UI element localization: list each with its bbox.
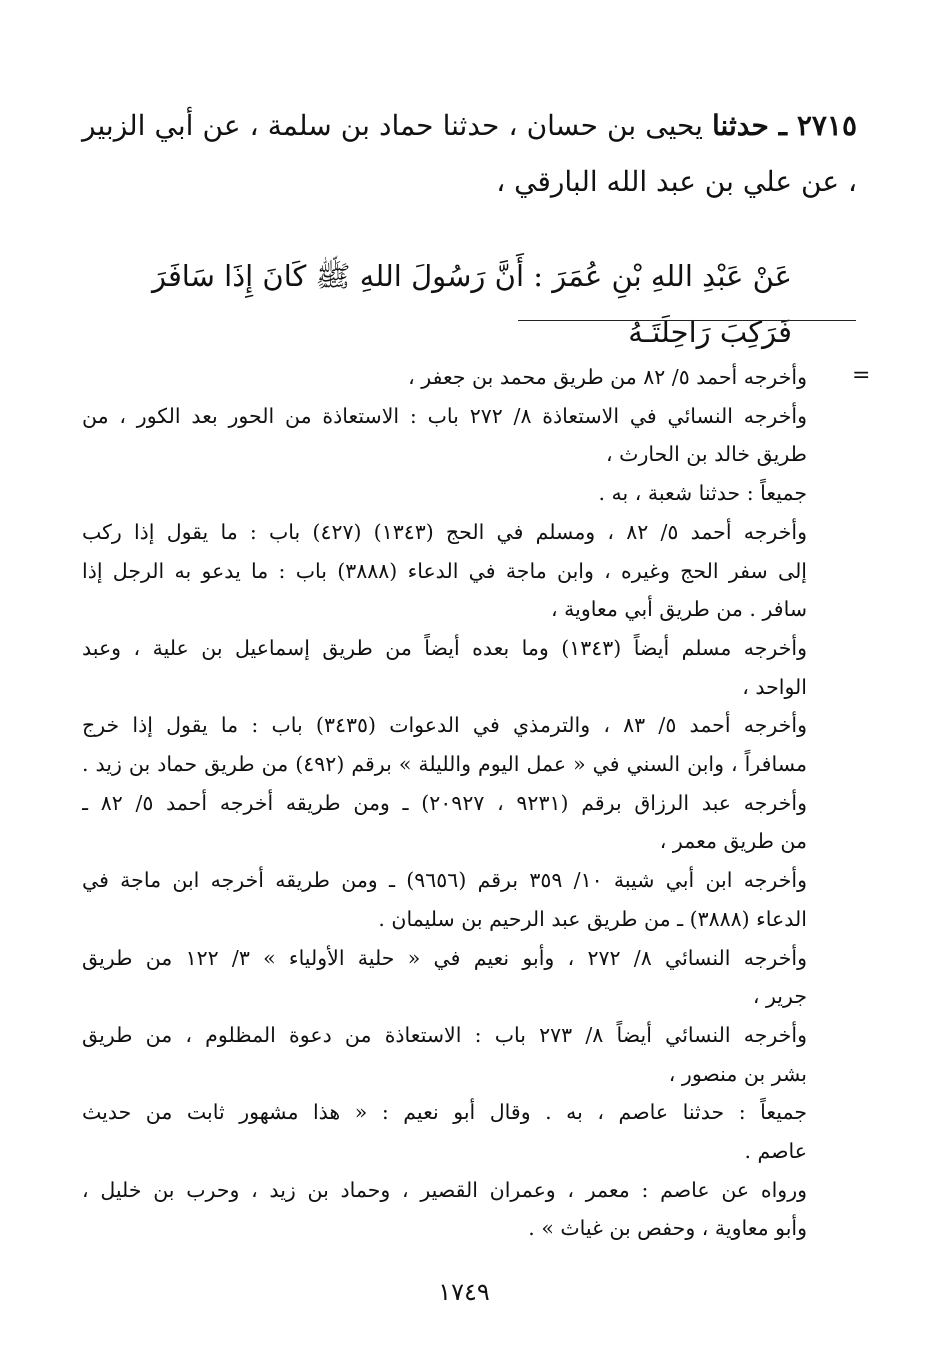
footnote-line: وأخرجه عبد الرزاق برقم (٩٢٣١ ، ٢٠٩٢٧) ـ ومن طريقه أخرجه أحمد ٥/ ٨٢ ـ [82, 790, 807, 815]
footnote-line: وأخرجه أحمد ٥/ ٨٢ ، ومسلم في الحج (١٣٤٣) (٤٢٧) باب : ما يقول إذا ركب [82, 519, 807, 544]
page-number: ١٧٤٩ [438, 1278, 490, 1306]
continuation-mark: = [852, 363, 871, 388]
footnote-line: سافر . من طريق أبي معاوية ، [551, 597, 807, 622]
footnote-line: وأخرجه ابن أبي شيبة ١٠/ ٣٥٩ برقم (٩٦٥٦) ـ ومن طريقه أخرجه ابن ماجة في [82, 868, 807, 893]
footnote-line: بشر بن منصور ، [668, 1061, 807, 1086]
footnote-separator [518, 320, 856, 321]
footnote-line: عاصم . [744, 1139, 807, 1164]
footnote-line: ورواه عن عاصم : معمر ، وعمران القصير ، وحماد بن زيد ، وحرب بن خليل ، [82, 1177, 807, 1202]
footnote-line: وأبو معاوية ، وحفص بن غياث » . [528, 1216, 807, 1241]
footnote-line: وأخرجه مسلم أيضاً (١٣٤٣) وما بعده أيضاً من طريق إسماعيل بن علية ، وعبد [82, 635, 807, 660]
hadith-number-dash: ـ [768, 109, 797, 142]
footnote-line: جميعاً : حدثنا عاصم ، به . وقال أبو نعيم : « هذا مشهور ثابت من حديث [82, 1100, 807, 1125]
footnote-line: مسافراً ، وابن السني في « عمل اليوم والليلة » برقم (٤٩٢) من طريق حماد بن زيد . [82, 752, 807, 777]
hadith-opening-word: حدثنا [711, 109, 769, 142]
footnote-line: جميعاً : حدثنا شعبة ، به . [598, 481, 807, 506]
footnote-line: إلى سفر الحج وغيره ، وابن ماجة في الدعاء (٣٨٨٨) باب : ما يدعو به الرجل إذا [82, 558, 807, 583]
hadith-matn: عَنْ عَبْدِ اللهِ بْنِ عُمَرَ : أَنَّ رَسُولَ اللهِ ﷺ كَانَ إِذَا سَافَرَ فَرَكِبَ رَاحِلَتَـهُ [151, 259, 792, 349]
footnote-line: وأخرجه النسائي ٨/ ٢٧٢ ، وأبو نعيم في « حلية الأولياء » ٣/ ١٢٢ من طريق [82, 945, 807, 970]
footnote-line: وأخرجه أحمد ٥/ ٨٢ من طريق محمد بن جعفر ، [408, 365, 807, 389]
footnote-block [82, 358, 807, 1248]
footnote-line: من طريق معمر ، [659, 829, 807, 854]
footnote-line: وأخرجه النسائي أيضاً ٨/ ٢٧٣ باب : الاستعاذة من دعوة المظلوم ، من طريق [82, 1022, 807, 1047]
footnote-line: وأخرجه النسائي في الاستعاذة ٨/ ٢٧٢ باب : الاستعاذة من الحور بعد الكور ، من [82, 403, 807, 428]
hadith-number: ٢٧١٥ [796, 109, 857, 142]
footnote-line: وأخرجه أحمد ٥/ ٨٣ ، والترمذي في الدعوات (٣٤٣٥) باب : ما يقول إذا خرج [82, 713, 807, 738]
footnote-line: الواحد ، [742, 674, 807, 699]
footnote-line: جرير ، [752, 984, 807, 1009]
footnote-line: طريق خالد بن الحارث ، [606, 442, 807, 467]
footnote-line: الدعاء (٣٨٨٨) ـ من طريق عبد الرحيم بن سليمان . [378, 906, 807, 931]
hadith-isnad [82, 98, 857, 210]
hadith-chain-text: يحيى بن حسان ، حدثنا حماد بن سلمة ، عن أبي الزبير ، عن علي بن عبد الله البارقي ، [82, 109, 857, 198]
